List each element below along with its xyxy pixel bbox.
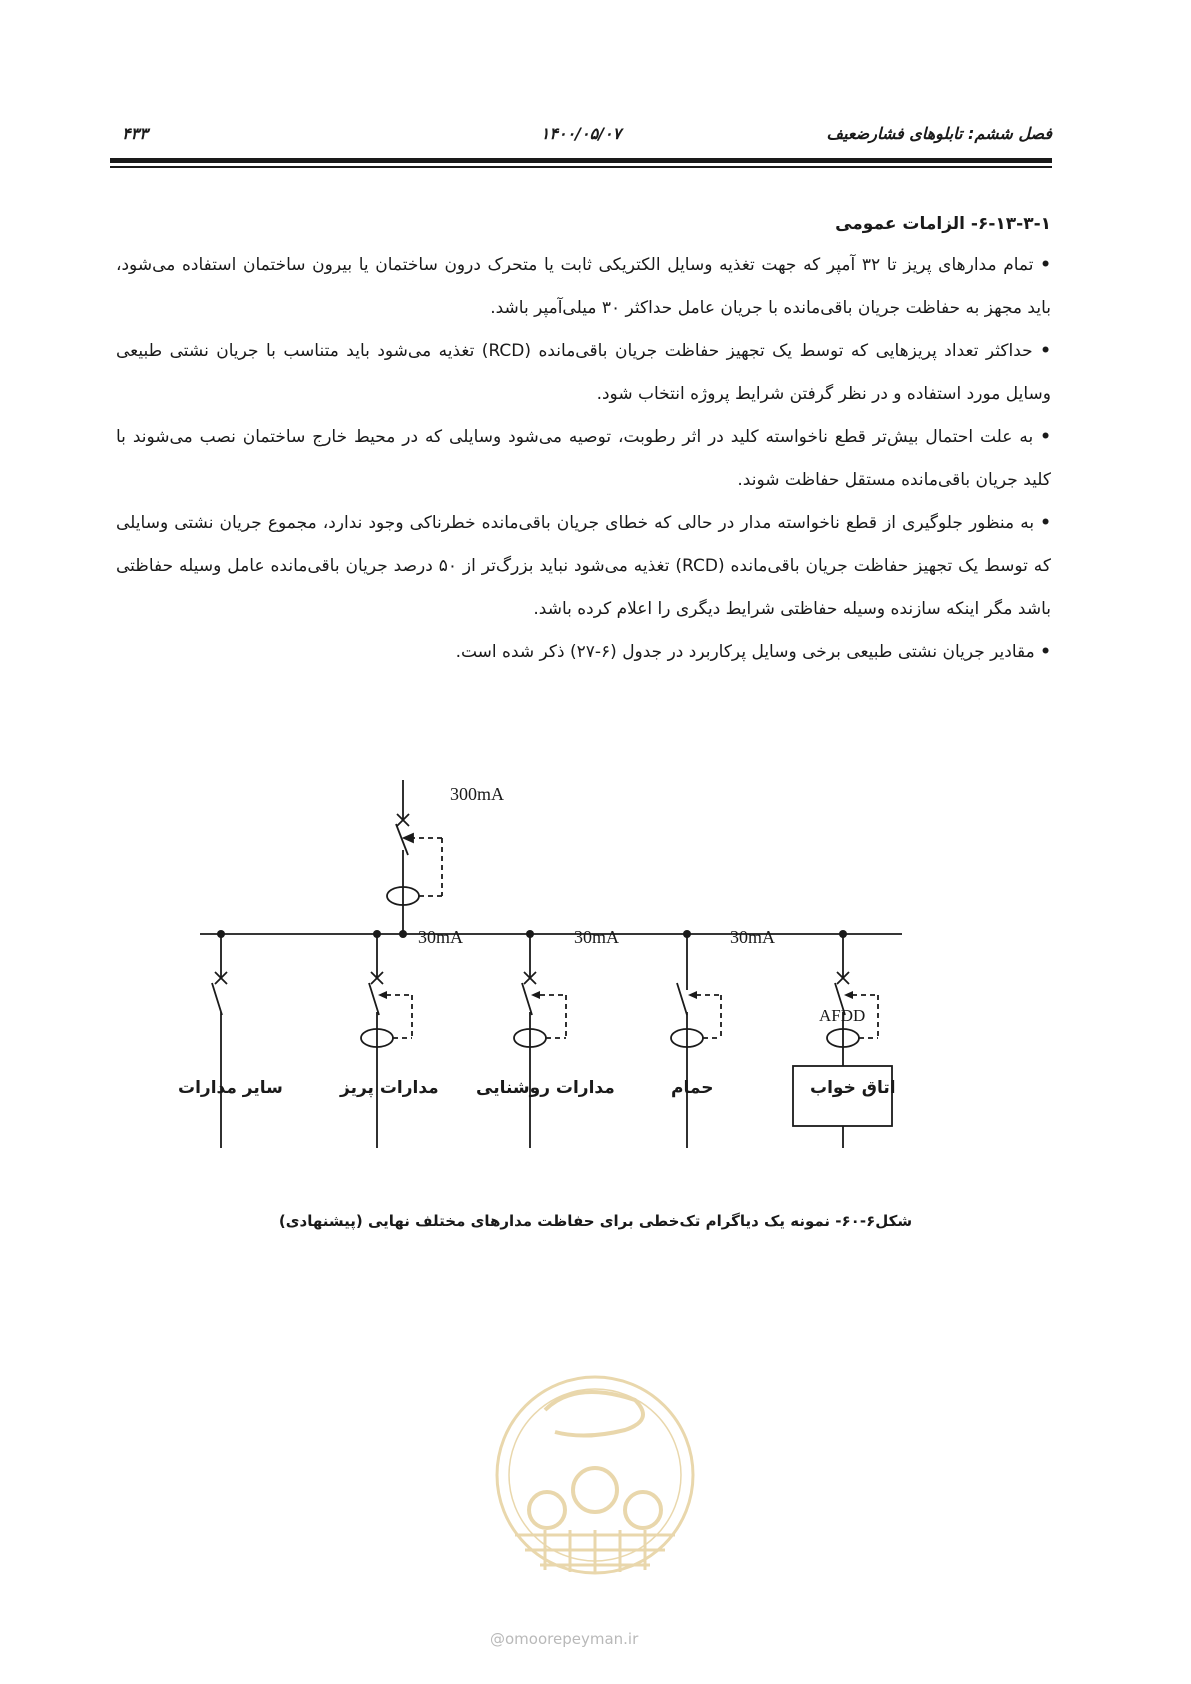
- header-rule-thin: [110, 166, 1052, 168]
- paragraph-text: به منظور جلوگیری از قطع ناخواسته مدار در حالی که خطای جریان باقی‌مانده خطرناکی وجود ندارد، مجموع جریان نشتی وسایلی که توسط یک تجهیز حفاظت جریان باقی‌مانده (RCD) تغذیه می‌شود نباید بزرگ‌تر از ۵۰ درصد جریان باقی‌مانده عامل وسیله حفاظتی باشد مگر اینکه سازنده وسیله حفاظتی شرایط دیگری را اعلام کرده باشد.: [116, 513, 1051, 619]
- section-title: ۶-۱۳-۳-۱- الزامات عمومی: [835, 214, 1051, 234]
- socket-rcd-rating: 30mA: [418, 927, 463, 947]
- bullet-icon: •: [1040, 427, 1052, 447]
- chapter-title: فصل ششم: تابلوهای فشارضعیف: [826, 124, 1052, 143]
- figure-caption: شکل۶-۶۰- نمونه یک دیاگرام تک‌خطی برای حفاظت مدارهای مختلف نهایی (پیشنهادی): [278, 1212, 913, 1230]
- label-lighting-circuits: مدارات روشنایی: [476, 1078, 615, 1098]
- diagram-drawing: [200, 780, 1000, 1190]
- bullet-paragraph: [116, 416, 1051, 502]
- bullet-paragraph: [116, 631, 1051, 674]
- header-date: ۱۴۰۰/۰۵/۰۷: [540, 124, 622, 143]
- paragraph-text: تمام مدارهای پریز تا ۳۲ آمپر که جهت تغذیه وسایل الکتریکی ثابت یا متحرک درون ساختمان یا بیرون ساختمان استفاده می‌شود، باید مجهز به حفاظت جریان باقی‌مانده با جریان عامل حداکثر ۳۰ میلی‌آمپر باشد.: [116, 255, 1051, 318]
- single-line-diagram: [178, 780, 1000, 1190]
- watermark-logo: [485, 1360, 705, 1660]
- bullet-paragraph: [116, 330, 1051, 416]
- bullet-paragraph: [116, 244, 1051, 330]
- label-socket-circuits: مدارات پریز: [340, 1078, 439, 1098]
- bullet-icon: •: [1040, 513, 1052, 533]
- main-rcd-rating: 300mA: [450, 784, 504, 804]
- watermark-url: @omoorepeyman.ir: [490, 1630, 639, 1648]
- section-content: [116, 214, 1051, 674]
- page-header: [110, 124, 1052, 154]
- label-bedroom: اتاق خواب: [810, 1078, 896, 1098]
- bullet-icon: •: [1040, 341, 1052, 361]
- label-bathroom: حمام: [671, 1078, 714, 1098]
- bullet-paragraph: [116, 502, 1051, 631]
- label-other-circuits: سایر مدارات: [178, 1078, 283, 1098]
- paragraph-text: مقادیر جریان نشتی طبیعی برخی وسایل پرکاربرد در جدول (۶-۲۷) ذکر شده است.: [455, 642, 1035, 662]
- bullet-icon: •: [1040, 255, 1051, 275]
- bathroom-rcd-rating: 30mA: [730, 927, 775, 947]
- paragraph-text: به علت احتمال بیش‌تر قطع ناخواسته کلید در اثر رطوبت، توصیه می‌شود وسایلی که در محیط خارج ساختمان نصب می‌شوند با کلید جریان باقی‌مانده مستقل حفاظت شوند.: [116, 427, 1051, 490]
- bullet-icon: •: [1040, 642, 1051, 662]
- afdd-label: AFDD: [819, 1006, 866, 1025]
- page-number: ۴۳۳: [122, 124, 148, 143]
- header-rule-thick: [110, 158, 1052, 163]
- lighting-rcd-rating: 30mA: [574, 927, 619, 947]
- paragraph-text: حداکثر تعداد پریزهایی که توسط یک تجهیز حفاظت جریان باقی‌مانده (RCD) تغذیه می‌شود باید متناسب با جریان نشتی طبیعی وسایل مورد استفاده و در نظر گرفتن شرایط پروژه انتخاب شود.: [116, 341, 1051, 404]
